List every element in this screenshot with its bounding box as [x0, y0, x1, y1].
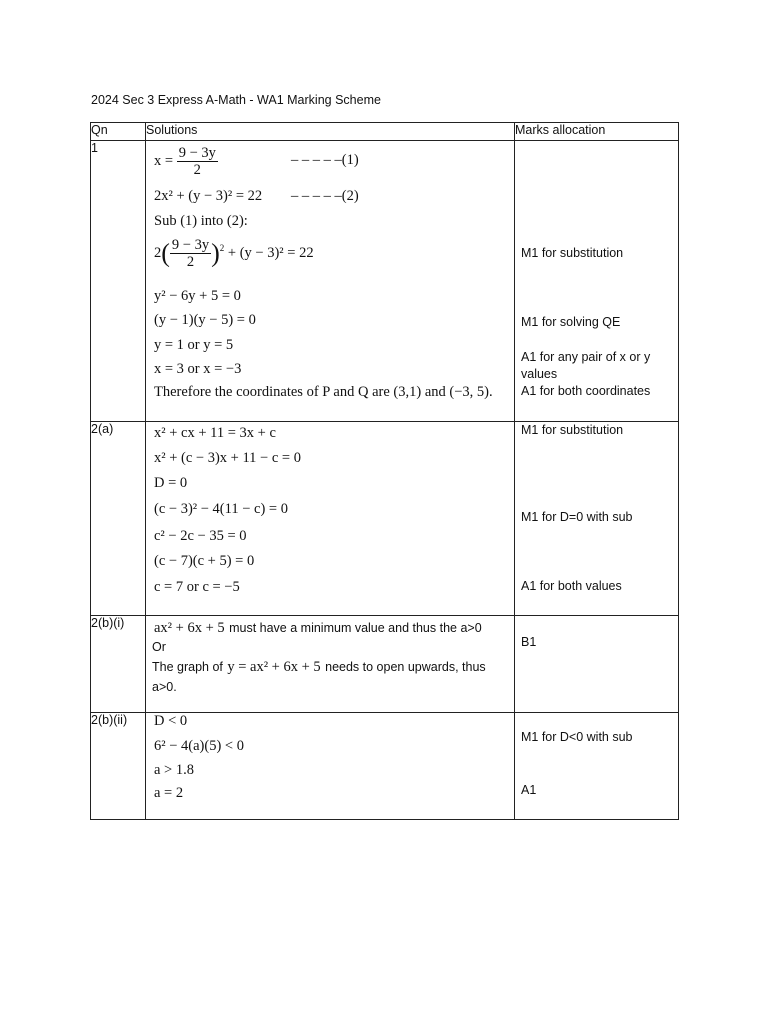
- qn-cell: 2(b)(ii): [91, 713, 146, 820]
- mark-item: M1 for substitution: [521, 423, 624, 437]
- solution-line: c² − 2c − 35 = 0: [154, 528, 247, 544]
- mark-item: M1 for solving QE: [521, 315, 621, 329]
- marking-scheme-table: [90, 122, 679, 820]
- solution-line: Or: [152, 640, 166, 654]
- solution-line: D < 0: [154, 713, 188, 729]
- header-marks: Marks allocation: [515, 123, 679, 141]
- page-title: 2024 Sec 3 Express A-Math - WA1 Marking Scheme: [91, 93, 381, 107]
- solution-cell: [146, 713, 515, 820]
- solution-line: x² + (c − 3)x + 11 − c = 0: [154, 450, 301, 466]
- qn-cell: 2(b)(i): [91, 616, 146, 713]
- fraction: $\frac{9 - 3y}{2}$: [178, 145, 216, 178]
- table-row: [91, 141, 679, 422]
- solution-line: 2x² + (y − 3)² = 22: [154, 188, 263, 204]
- qn-cell: 1: [91, 141, 146, 422]
- solution-cell: [146, 422, 515, 616]
- equation-tag: – – – – –(1): [291, 152, 359, 168]
- solution-cell: [146, 141, 515, 422]
- solution-line: (c − 7)(c + 5) = 0: [154, 553, 255, 569]
- solution-line: Sub (1) into (2):: [154, 213, 248, 229]
- table-header-row: [91, 123, 679, 141]
- marks-cell: [515, 141, 679, 422]
- equation-tag: – – – – –(2): [291, 188, 359, 204]
- mark-item: A1: [521, 783, 537, 797]
- marks-cell: [515, 713, 679, 820]
- marks-cell: [515, 422, 679, 616]
- header-qn: Qn: [91, 123, 146, 141]
- solution-line: a = 2: [154, 785, 184, 801]
- solution-line: 6² − 4(a)(5) < 0: [154, 738, 244, 754]
- solution-line: (c − 3)² − 4(11 − c) = 0: [154, 501, 288, 517]
- table-row: [91, 616, 679, 713]
- table-row: [91, 422, 679, 616]
- table-row: [91, 713, 679, 820]
- solution-line: (y − 1)(y − 5) = 0: [154, 312, 256, 328]
- solution-line: Therefore the coordinates of P and Q are (3,1) and (−3, 5).: [154, 384, 493, 400]
- mark-item: M1 for D<0 with sub: [521, 730, 633, 744]
- solution-line: ax² + 6x + 5 must have a minimum value and thus the a>0: [154, 620, 482, 636]
- solution-line: The graph of y = ax² + 6x + 5 needs to open upwards, thus: [152, 659, 486, 675]
- solution-line: c = 7 or c = −5: [154, 579, 240, 595]
- solution-line: 2( $\frac{9 - 3y}{2}$ )$^2$ + (y − 3)² = 22: [154, 237, 314, 270]
- mark-item: A1 for both values: [521, 579, 622, 593]
- solution-cell: [146, 616, 515, 713]
- mark-item: A1 for any pair of x or y values: [521, 350, 651, 381]
- solution-line: x = $\frac{9 - 3y}{2}$: [154, 145, 216, 178]
- mark-item: M1 for substitution: [521, 246, 624, 260]
- solution-line: y² − 6y + 5 = 0: [154, 288, 241, 304]
- solution-line: D = 0: [154, 475, 188, 491]
- mark-item: A1 for both coordinates: [521, 384, 651, 398]
- qn-cell: 2(a): [91, 422, 146, 616]
- solution-line: a > 1.8: [154, 762, 194, 778]
- mark-item: M1 for D=0 with sub: [521, 510, 633, 524]
- mark-item: B1: [521, 635, 537, 649]
- solution-line: x = 3 or x = −3: [154, 361, 242, 377]
- solution-line: a>0.: [152, 680, 177, 694]
- fraction: $\frac{9 - 3y}{2}$: [171, 237, 210, 270]
- solution-line: y = 1 or y = 5: [154, 337, 234, 353]
- marks-cell: [515, 616, 679, 713]
- solution-line: x² + cx + 11 = 3x + c: [154, 425, 276, 441]
- header-solutions: Solutions: [146, 123, 515, 141]
